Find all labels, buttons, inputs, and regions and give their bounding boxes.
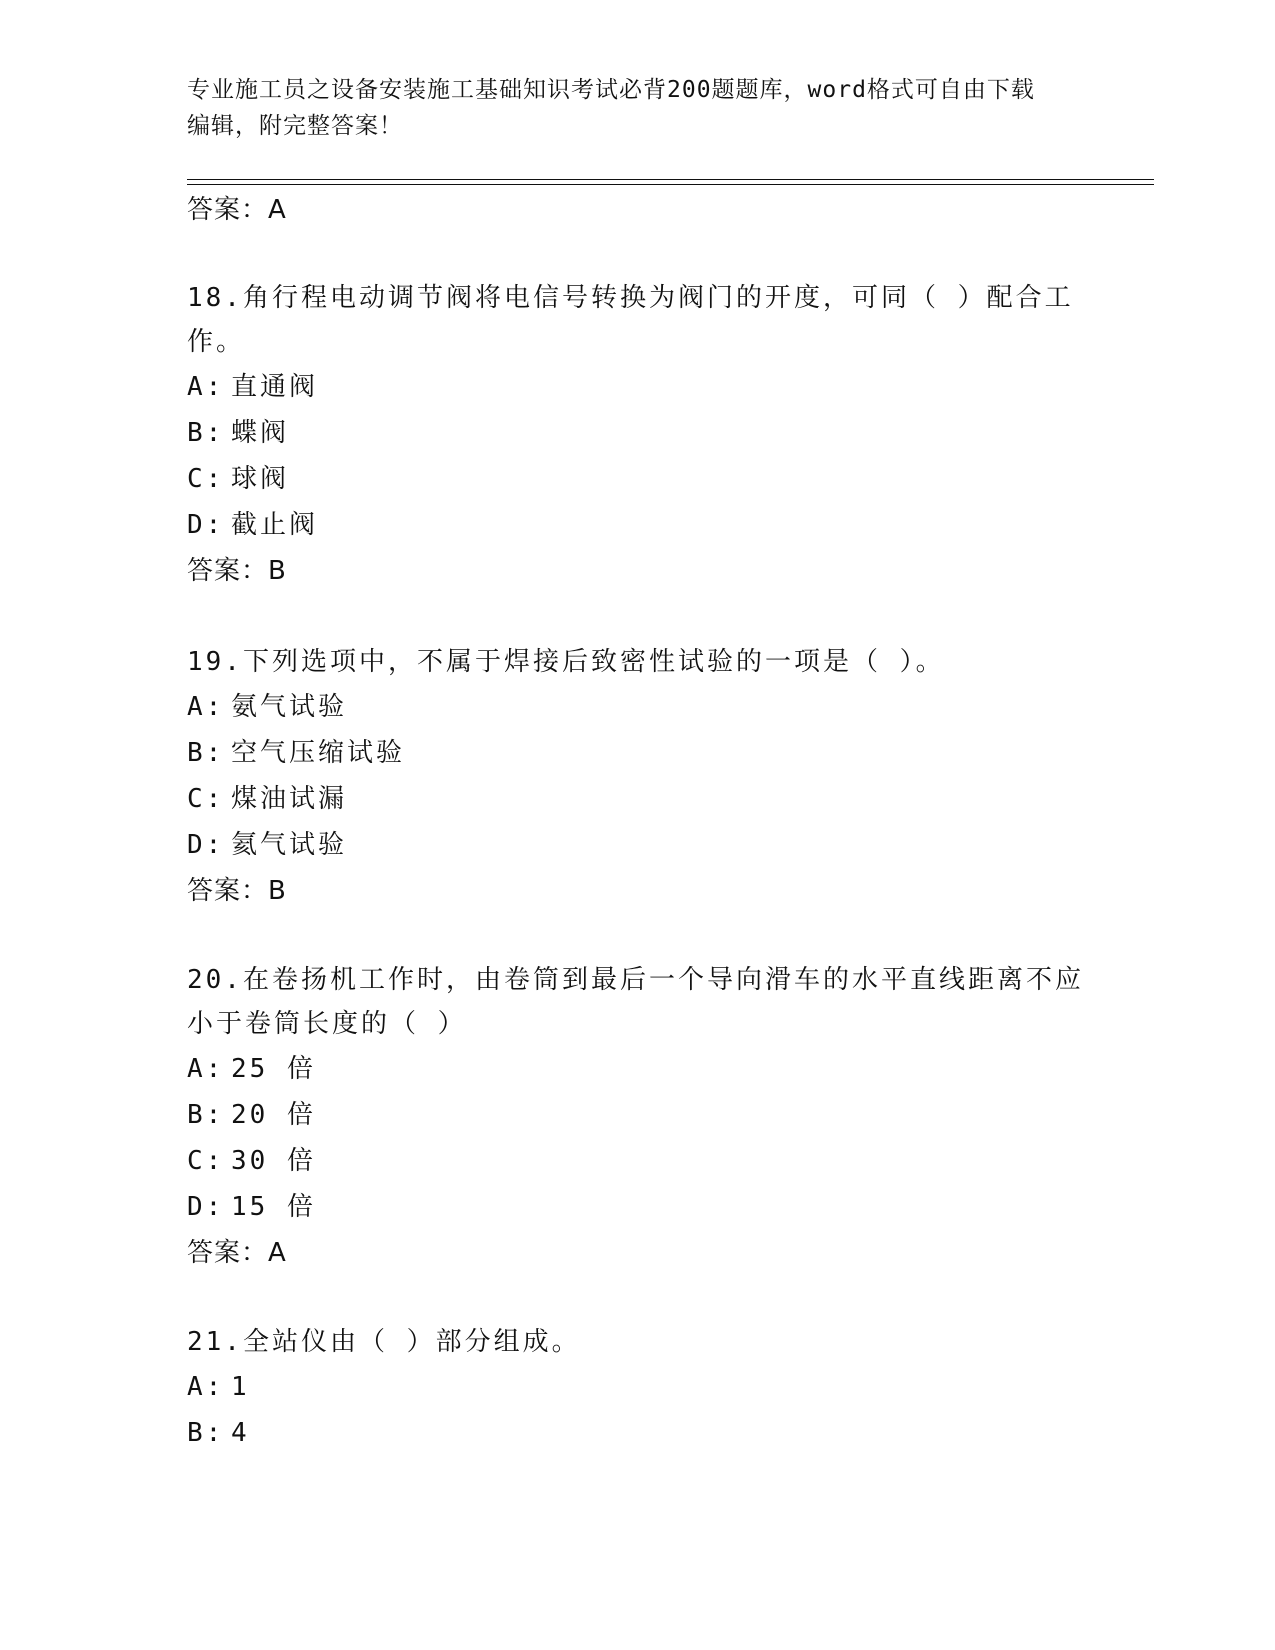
- option-a: A: 25 倍: [187, 1054, 316, 1084]
- option-d: D: 氦气试验: [187, 830, 348, 860]
- option-c: C: 球阀: [187, 464, 290, 494]
- question-20: [187, 958, 1087, 1276]
- option-d: D: 15 倍: [187, 1192, 316, 1222]
- header-rule-bottom: [187, 184, 1154, 185]
- answer-label: 答案：A: [187, 1238, 287, 1268]
- header-rule-top: [187, 179, 1154, 180]
- answer-label: 答案：B: [187, 876, 287, 906]
- document-header: [187, 72, 1077, 144]
- question-text: 18.角行程电动调节阀将电信号转换为阀门的开度，可同（ ）配合工作。: [187, 283, 1074, 357]
- option-d: D: 截止阀: [187, 510, 319, 540]
- option-b: B: 蝶阀: [187, 418, 290, 448]
- question-19: [187, 640, 1087, 914]
- question-text: 21.全站仪由（ ）部分组成。: [187, 1327, 581, 1357]
- option-b: B: 20 倍: [187, 1100, 316, 1130]
- option-c: C: 煤油试漏: [187, 784, 348, 814]
- question-text: 20.在卷扬机工作时，由卷筒到最后一个导向滑车的水平直线距离不应小于卷筒长度的（ ）: [187, 965, 1084, 1039]
- option-b: B: 4: [187, 1418, 250, 1448]
- header-line-2: 编辑，附完整答案！: [187, 113, 403, 139]
- option-a: A: 1: [187, 1372, 250, 1402]
- option-b: B: 空气压缩试验: [187, 738, 406, 768]
- prev-answer-block: [187, 187, 1087, 233]
- question-text: 19.下列选项中，不属于焊接后致密性试验的一项是（ ）。: [187, 647, 945, 677]
- option-a: A: 氨气试验: [187, 692, 348, 722]
- question-18: [187, 276, 1087, 594]
- option-c: C: 30 倍: [187, 1146, 316, 1176]
- question-21: [187, 1320, 1087, 1456]
- header-line-1: 专业施工员之设备安装施工基础知识考试必背200题题库，word格式可自由下载: [187, 77, 1035, 103]
- option-a: A: 直通阀: [187, 372, 319, 402]
- answer-label: 答案：A: [187, 195, 287, 225]
- answer-label: 答案：B: [187, 556, 287, 586]
